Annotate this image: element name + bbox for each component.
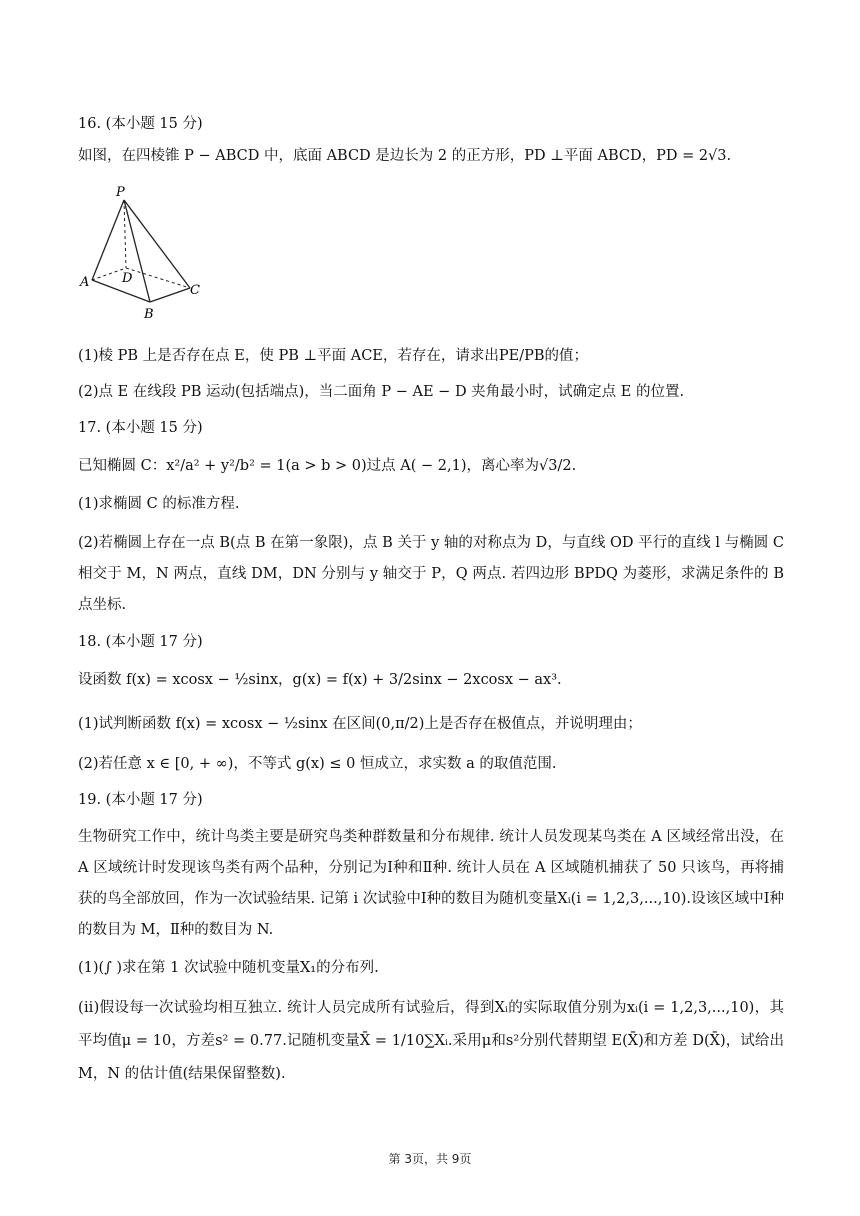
label-c: C bbox=[190, 283, 200, 298]
label-a: A bbox=[80, 275, 90, 290]
problem-16-part-2: (2)点 E 在线段 PB 运动(包括端点)，当二面角 P − AE − D 夹角最小时，试确定点 E 的位置. bbox=[78, 384, 685, 400]
label-d: D bbox=[122, 271, 133, 286]
problem-16-stem: 如图，在四棱锥 P − ABCD 中，底面 ABCD 是边长为 2 的正方形，PD ⊥平面 ABCD，PD = 2√3. bbox=[78, 148, 732, 164]
label-p: P bbox=[116, 185, 125, 200]
problem-18-stem: 设函数 f(x) = xcosx − ½sinx，g(x) = f(x) + 3/2sinx − 2xcosx − ax³. bbox=[78, 672, 562, 688]
page-footer: 第 3页，共 9页 bbox=[388, 1152, 472, 1166]
problem-18-part-2: (2)若任意 x ∈ [0, + ∞)，不等式 g(x) ≤ 0 恒成立，求实数 a 的取值范围. bbox=[78, 756, 557, 772]
problem-19-part-i: (1)(∫ )求在第 1 次试验中随机变量X₁的分布列. bbox=[78, 960, 379, 976]
pyramid-figure bbox=[78, 182, 218, 322]
label-b: B bbox=[144, 307, 154, 322]
problem-17-part-1: (1)求椭圆 C 的标准方程. bbox=[78, 496, 240, 512]
problem-16-part-1: (1)棱 PB 上是否存在点 E，使 PB ⊥平面 ACE，若存在，请求出PE/PB的值； bbox=[78, 348, 589, 364]
problem-16-header: 16. (本小题 15 分) bbox=[78, 116, 203, 132]
problem-19-header: 19. (本小题 17 分) bbox=[78, 792, 203, 808]
problem-19-part-ii: (ⅱ)假设每一次试验均相互独立. 统计人员完成所有试验后，得到Xᵢ的实际取值分别为xᵢ(i = 1,2,3,...,10)，其平均值μ = 10，方差s² = 0.77.记随机变量X̄ = 1/10∑Xᵢ.采用μ和s²分别代替期望 E(X̄)和方差 D(X̄)，试给出 M，N 的估计值(结果保留整数). bbox=[78, 1000, 784, 1082]
problem-17-header: 17. (本小题 15 分) bbox=[78, 420, 203, 436]
problem-17-stem: 已知椭圆 C：x²/a² + y²/b² = 1(a > b > 0)过点 A( − 2,1)，离心率为√3/2. bbox=[78, 458, 577, 474]
problem-17-part-2: (2)若椭圆上存在一点 B(点 B 在第一象限)，点 B 关于 y 轴的对称点为 D，与直线 OD 平行的直线 l 与椭圆 C 相交于 M，N 两点，直线 DM，DN 分别与 y 轴交于 P，Q 两点. 若四边形 BPDQ 为菱形，求满足条件的 B 点坐标. bbox=[78, 535, 784, 613]
problem-18-header: 18. (本小题 17 分) bbox=[78, 634, 203, 650]
problem-19-stem: 生物研究工作中，统计鸟类主要是研究鸟类种群数量和分布规律. 统计人员发现某鸟类在 A 区域经常出没，在 A 区域统计时发现该鸟类有两个品种，分别记为Ⅰ种和Ⅱ种. 统计人员在 A 区域随机捕获了 50 只该鸟，再将捕获的鸟全部放回，作为一次试验结果. 记第 i 次试验中Ⅰ种的数目为随机变量Xᵢ(i = 1,2,3,...,10).设该区域中Ⅰ种的数目为 M，Ⅱ种的数目为 N. bbox=[78, 829, 784, 938]
problem-18-part-1: (1)试判断函数 f(x) = xcosx − ½sinx 在区间(0,π/2)上是否存在极值点，并说明理由； bbox=[78, 716, 642, 732]
